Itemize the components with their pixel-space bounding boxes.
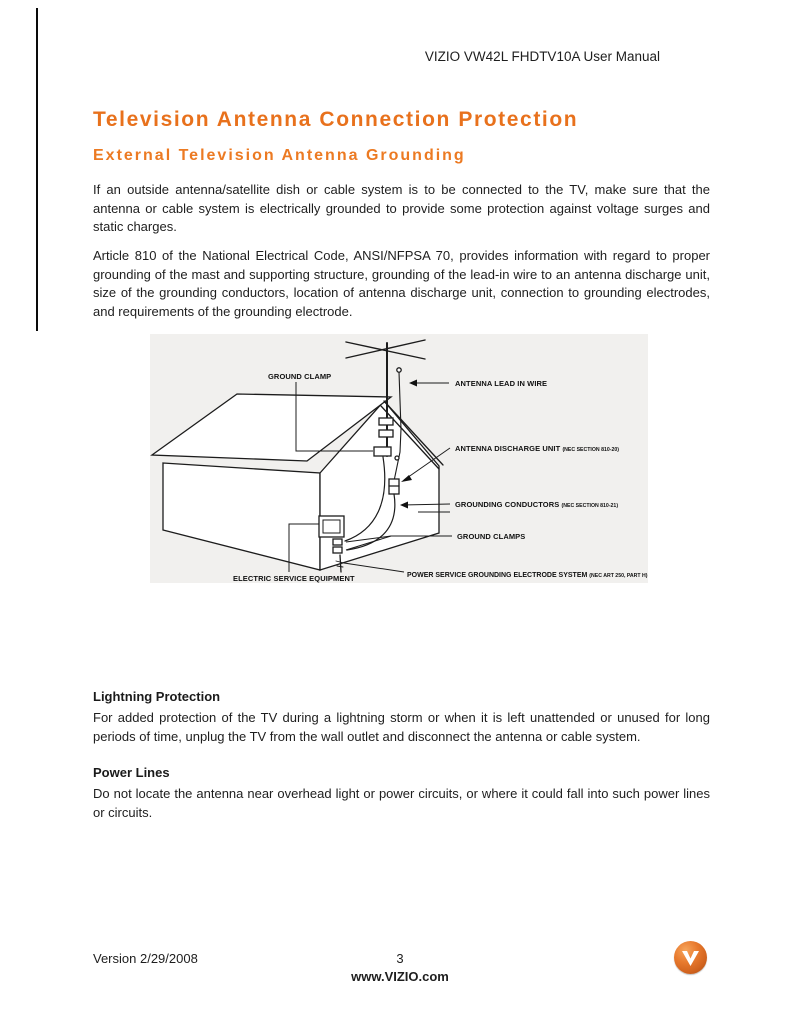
ground-clamp-on-mast [374,447,391,456]
vizio-logo [674,941,707,974]
label-grounding-conductors: GROUNDING CONDUCTORS (NEC SECTION 810-21) [455,500,619,509]
page-header: VIZIO VW42L FHDTV10A User Manual [424,49,660,64]
base-ground-clamp-2 [333,547,342,553]
label-power-service: POWER SERVICE GROUNDING ELECTRODE SYSTEM (NEC ART 250, PART H) [407,572,648,579]
footer-website: www.VIZIO.com [351,969,449,984]
antenna-element-1 [346,340,425,358]
paragraph-power-lines: Do not locate the antenna near overhead light or power circuits, or where it could fall into such power lines or circuits. [93,786,710,820]
label-antenna-discharge-unit: ANTENNA DISCHARGE UNIT (NEC SECTION 810-20) [455,444,619,453]
heading-lightning-protection: Lightning Protection [93,689,221,704]
vizio-logo-v-icon [674,941,707,974]
footer-version: Version 2/29/2008 [93,951,198,966]
scan-artifact-line [36,8,38,331]
house-grounding-illustration [150,334,648,583]
mast-standoff-2 [379,430,393,437]
ground-rod-hatch-2 [337,566,343,567]
section-subtitle: External Television Antenna Grounding [93,147,466,164]
mast-standoff-1 [379,418,393,425]
electric-service-box-panel [323,520,340,533]
footer-page-number: 3 [396,951,404,966]
paragraph-article-810: Article 810 of the National Electrical Code, ANSI/NFPSA 70, provides information with regard to proper grounding of the mast and supporting structure, grounding of the lead-in wire to an antenna discharge unit, size of the grounding conductors, location of antenna discharge unit, connection to grounding electrodes, and requirements of the grounding electrode. [93,248,710,319]
label-ground-clamps: GROUND CLAMPS [457,532,526,541]
heading-power-lines: Power Lines [93,765,170,780]
callout-power-service [344,563,404,572]
base-ground-clamp-1 [333,539,342,545]
house-left-wall [163,463,320,570]
label-ground-clamp: GROUND CLAMP [268,372,332,381]
page-title: Television Antenna Connection Protection [93,108,579,131]
antenna-element-2 [346,342,425,359]
label-antenna-lead-in-wire: ANTENNA LEAD IN WIRE [455,379,548,388]
gable-standoff [395,456,399,460]
arrowhead-lead-in [409,380,417,387]
paragraph-grounding-intro: If an outside antenna/satellite dish or cable system is to be connected to the TV, make sure that the antenna or cable system is electrically grounded to provide some protection against voltage surges and static charges. [93,182,710,234]
antenna-grounding-diagram [150,334,648,583]
label-electric-service-equipment: ELECTRIC SERVICE EQUIPMENT [233,574,355,583]
paragraph-lightning-protection: For added protection of the TV during a lightning storm or when it is left unattended or unused for long periods of time, unplug the TV from the wall outlet and disconnect the antenna or cable system. [93,710,710,744]
